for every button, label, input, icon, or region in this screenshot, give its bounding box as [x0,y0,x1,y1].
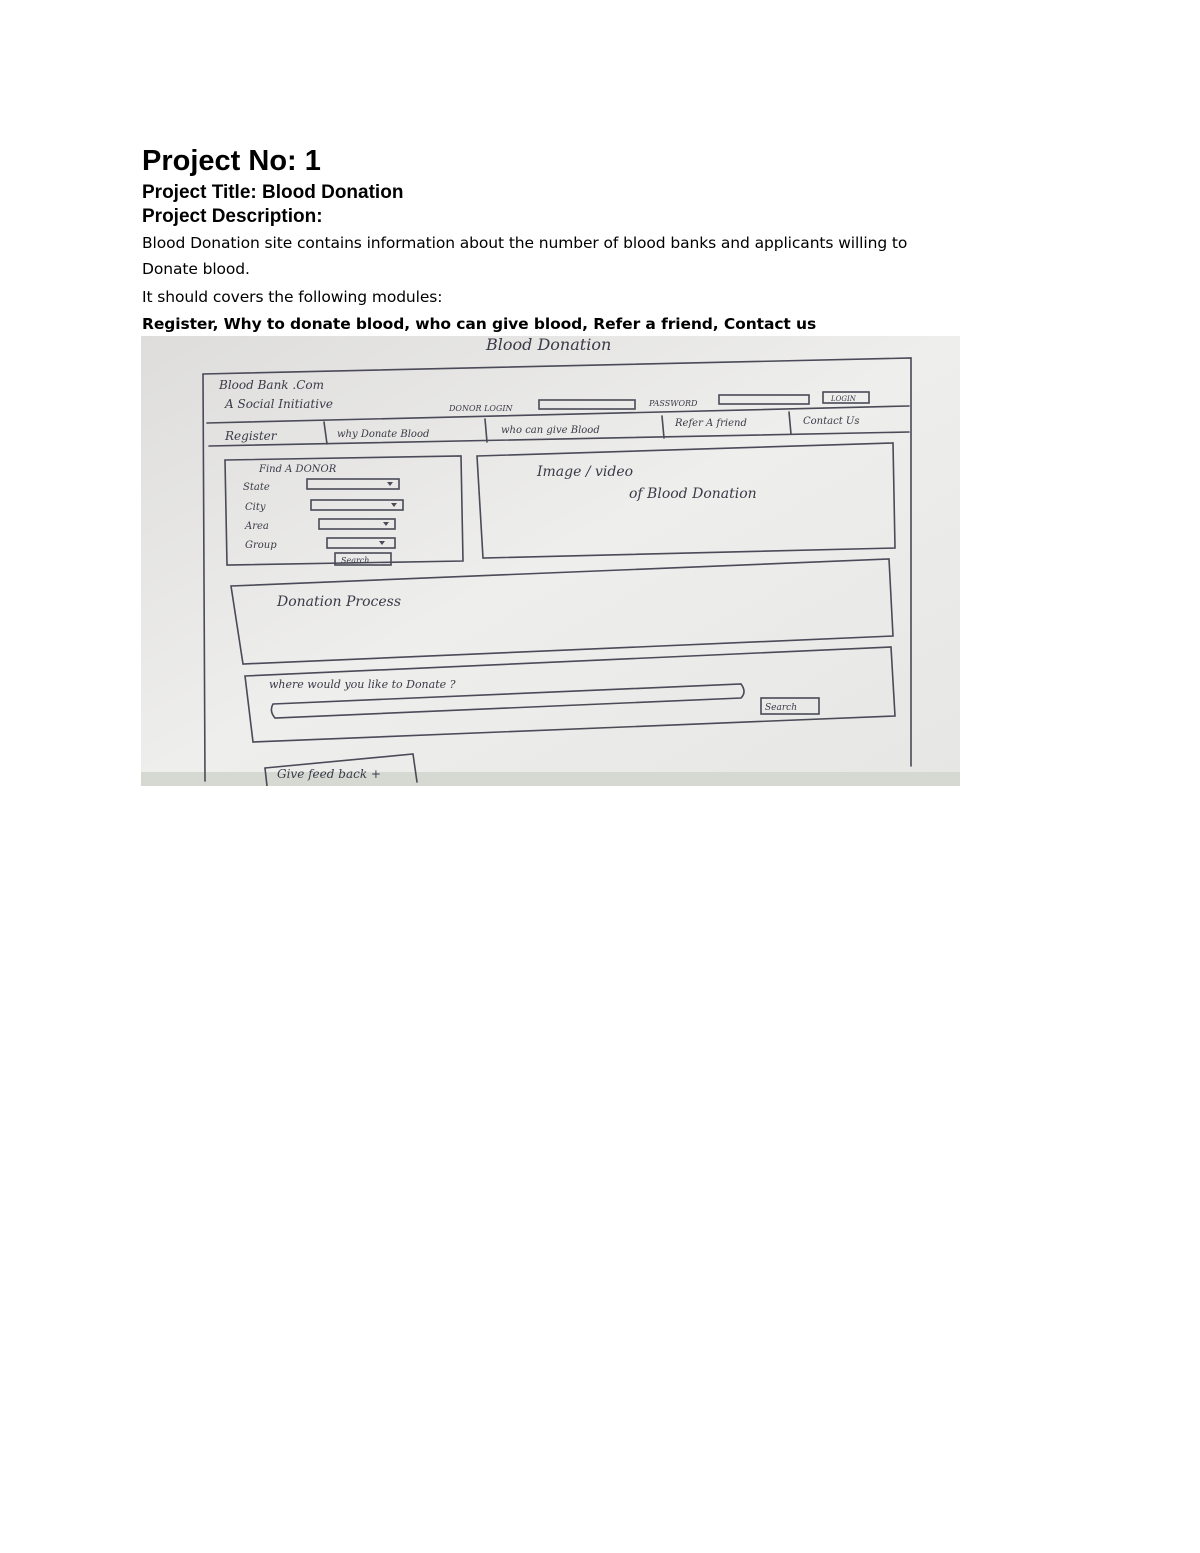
sketch-nav-who-can-give: who can give Blood [501,425,600,436]
sketch-donor-login-label: DONOR LOGIN [449,404,513,413]
modules-list: Register, Why to donate blood, who can give blood, Refer a friend, Contact us [142,315,817,333]
sketch-media-line-1: Image / video [537,464,634,480]
sketch-field-state: State [243,482,270,493]
sketch-find-search-button: Search [341,556,370,565]
sketch-login-button: LOGIN [831,395,856,403]
sketch-nav-contact-us: Contact Us [803,416,860,427]
project-number-heading: Project No: 1 [142,145,321,177]
sketch-field-area: Area [245,521,269,532]
sketch-find-donor-title: Find A DONOR [259,464,337,475]
description-paragraph [142,230,1042,282]
sketch-brand-name: Blood Bank .Com [219,378,324,392]
project-title-heading: Project Title: Blood Donation [142,182,404,203]
sketch-donation-process: Donation Process [277,594,402,610]
sketch-nav-register: Register [225,429,277,443]
description-line-2: Donate blood. [142,260,250,278]
sketch-nav-why-donate: why Donate Blood [337,429,430,440]
description-line-1: Blood Donation site contains information about the number of blood banks and applicants willing to [142,234,908,252]
sketch-field-city: City [245,502,266,513]
sketch-where-prompt: where would you like to Donate ? [269,678,456,691]
sketch-brand-tagline: A Social Initiative [225,397,333,411]
sketch-title: Blood Donation [486,336,612,354]
sketch-media-line-2: of Blood Donation [629,486,757,502]
sketch-nav-refer-friend: Refer A friend [675,418,747,429]
sketch-password-label: PASSWORD [649,399,698,408]
sketch-where-search-button: Search [765,703,797,713]
modules-intro: It should covers the following modules: [142,288,443,306]
sketch-field-group: Group [245,540,277,551]
project-description-label: Project Description: [142,206,323,227]
sketch-feedback-tab: Give feed back + [277,767,381,781]
wireframe-sketch-image [141,336,960,786]
